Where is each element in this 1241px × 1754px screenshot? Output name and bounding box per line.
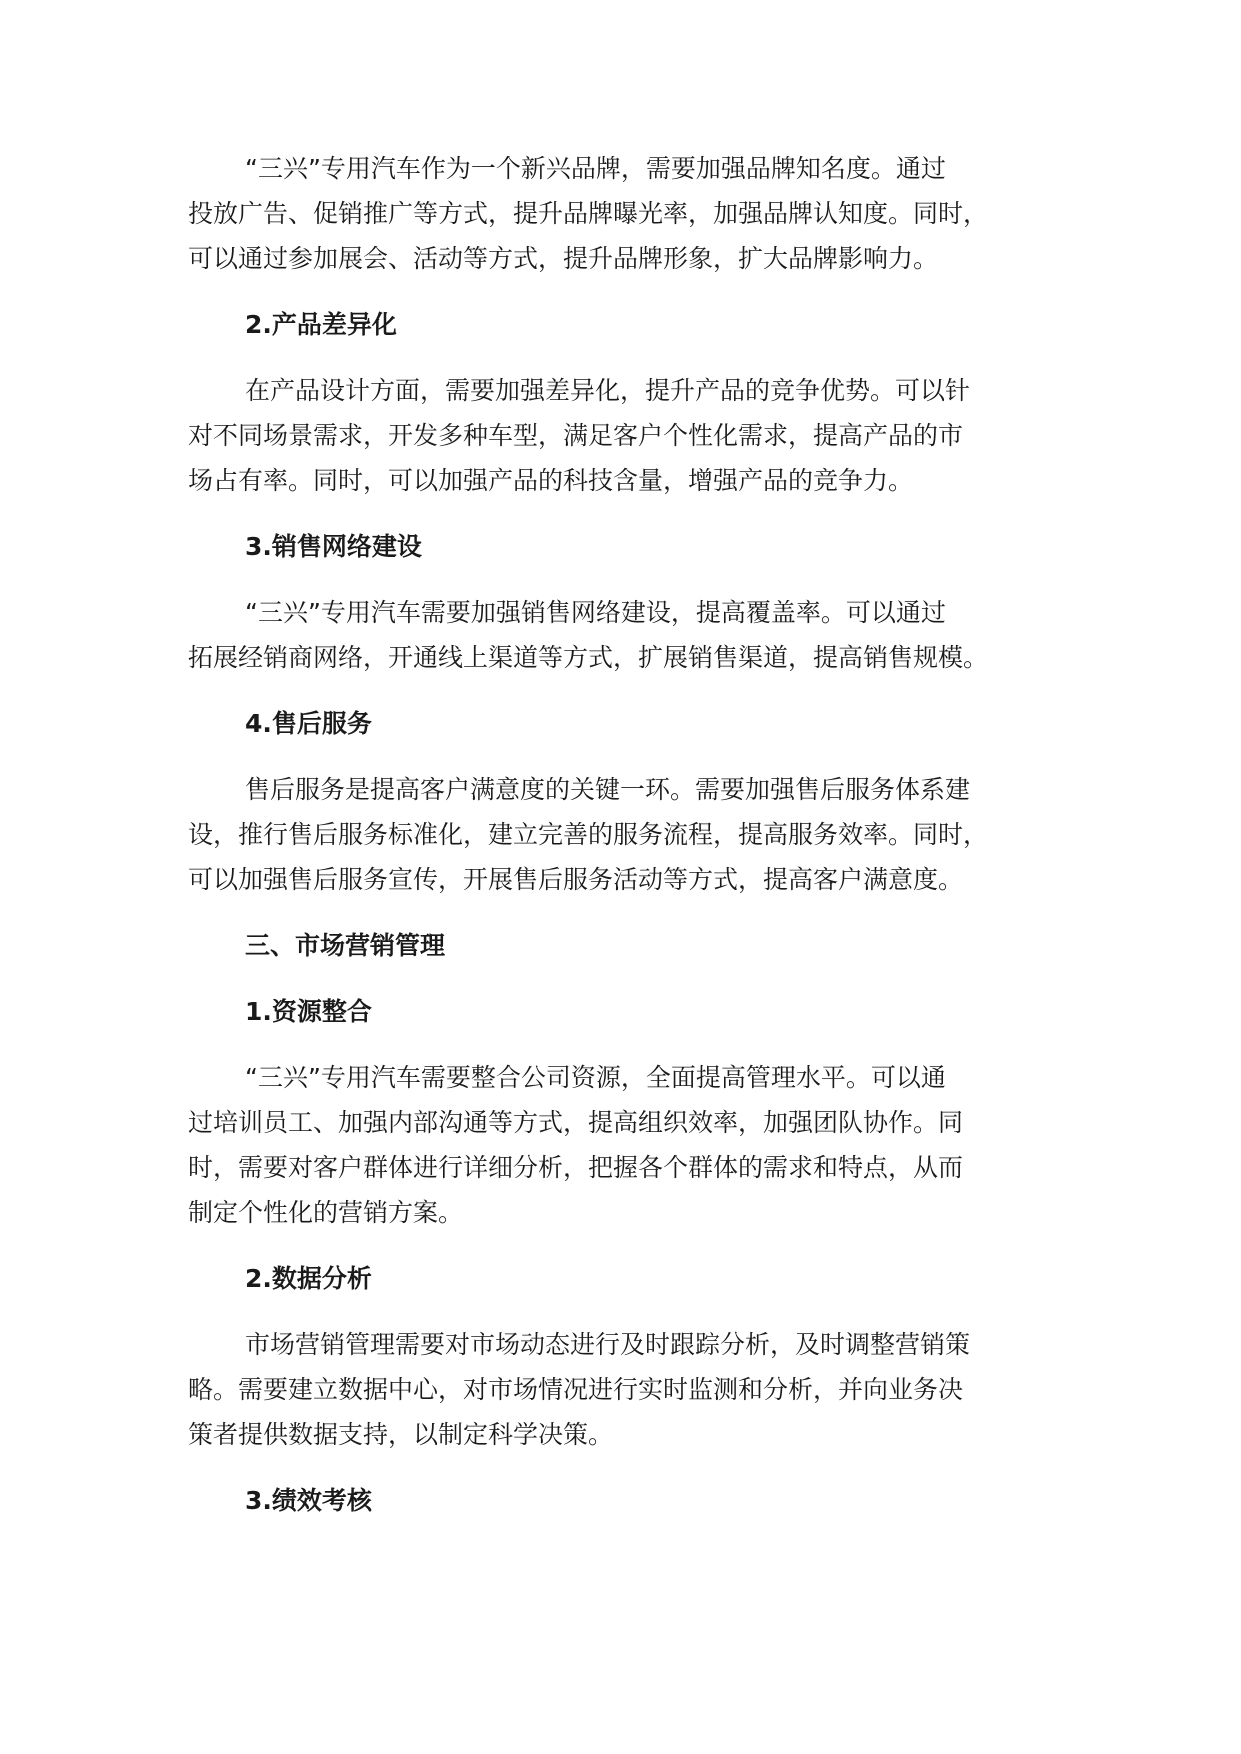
text-line: 投放广告、促销推广等方式，提升品牌曝光率，加强品牌认知度。同时， (188, 199, 989, 228)
text-line: 设，推行售后服务标准化，建立完善的服务流程，提高服务效率。同时， (188, 820, 989, 849)
chapter-heading-marketing-management: 三、市场营销管理 (245, 931, 446, 960)
text-line: 略。需要建立数据中心，对市场情况进行实时监测和分析，并向业务决 (188, 1375, 964, 1404)
paragraph-product-differentiation (188, 368, 1078, 503)
section-heading-resource-integration: 1.资源整合 (245, 997, 372, 1026)
section-heading-product-differentiation: 2.产品差异化 (245, 310, 397, 339)
paragraph-resource-integration (188, 1055, 1078, 1235)
text-line: 可以加强售后服务宣传，开展售后服务活动等方式，提高客户满意度。 (188, 865, 964, 894)
text-line: “三兴”专用汽车需要加强销售网络建设，提高覆盖率。可以通过 (245, 598, 946, 627)
text-line: 过培训员工、加强内部沟通等方式，提高组织效率，加强团队协作。同 (188, 1108, 964, 1137)
text-line: “三兴”专用汽车需要整合公司资源，全面提高管理水平。可以通 (245, 1063, 946, 1092)
document-body (188, 146, 1078, 1523)
section-heading-performance-evaluation: 3.绩效考核 (245, 1486, 372, 1515)
section-heading-sales-network: 3.销售网络建设 (245, 532, 422, 561)
section-heading-after-sales: 4.售后服务 (245, 709, 372, 738)
paragraph-brand-awareness (188, 146, 1078, 281)
text-line: 策者提供数据支持，以制定科学决策。 (188, 1420, 614, 1449)
text-line: 售后服务是提高客户满意度的关键一环。需要加强售后服务体系建 (245, 775, 971, 804)
text-line: 对不同场景需求，开发多种车型，满足客户个性化需求，提高产品的市 (188, 421, 964, 450)
paragraph-after-sales (188, 767, 1078, 902)
text-line: 拓展经销商网络，开通线上渠道等方式，扩展销售渠道，提高销售规模。 (188, 643, 989, 672)
paragraph-data-analysis (188, 1322, 1078, 1457)
text-line: “三兴”专用汽车作为一个新兴品牌，需要加强品牌知名度。通过 (245, 154, 946, 183)
text-line: 可以通过参加展会、活动等方式，提升品牌形象，扩大品牌影响力。 (188, 244, 939, 273)
text-line: 场占有率。同时，可以加强产品的科技含量，增强产品的竞争力。 (188, 466, 914, 495)
paragraph-sales-network (188, 590, 1078, 680)
section-heading-data-analysis: 2.数据分析 (245, 1264, 372, 1293)
text-line: 制定个性化的营销方案。 (188, 1198, 464, 1227)
text-line: 时，需要对客户群体进行详细分析，把握各个群体的需求和特点，从而 (188, 1153, 964, 1182)
text-line: 在产品设计方面，需要加强差异化，提升产品的竞争优势。可以针 (245, 376, 971, 405)
text-line: 市场营销管理需要对市场动态进行及时跟踪分析，及时调整营销策 (245, 1330, 971, 1359)
